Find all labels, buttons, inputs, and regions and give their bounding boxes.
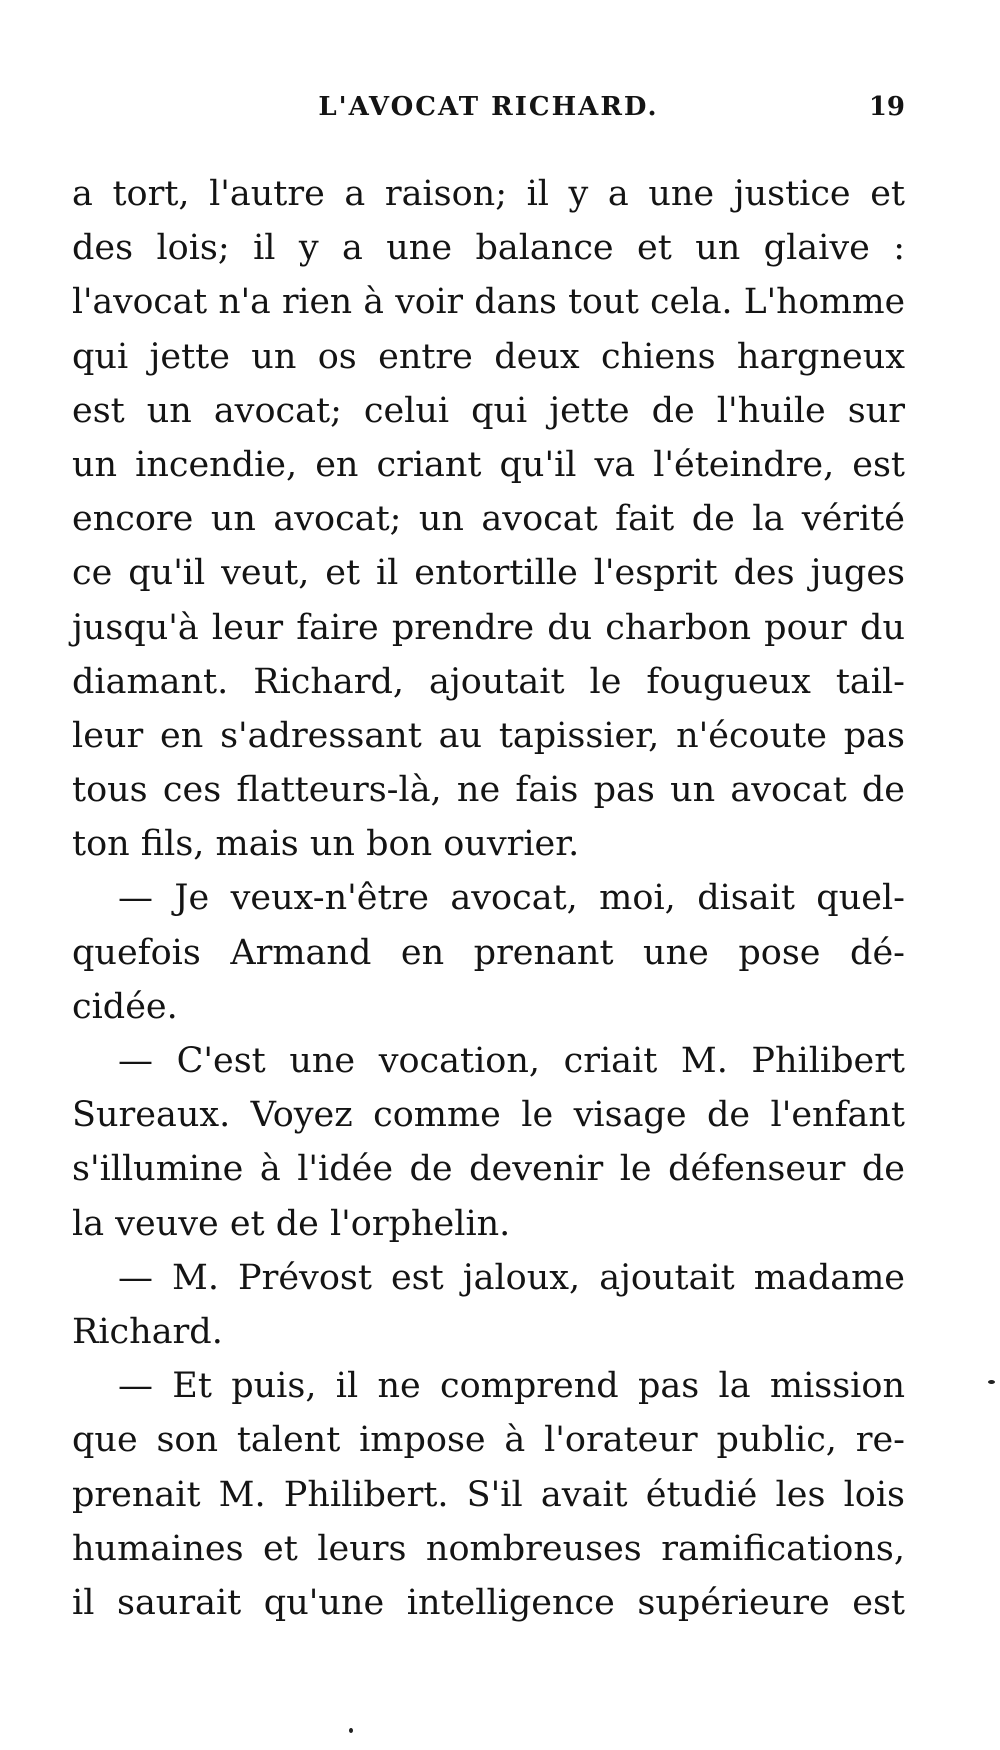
text-line: ton fils, mais un bon ouvrier. (72, 824, 580, 865)
page-number: 19 (868, 92, 905, 122)
text-line: prenait M. Philibert. S'il avait étudié les lois (72, 1474, 905, 1515)
text-line: Sureaux. Voyez comme le visage de l'enfant (72, 1095, 905, 1136)
text-line: quefois Armand en prenant une pose dé- (72, 932, 905, 973)
text-line: encore un avocat; un avocat fait de la vérité (72, 499, 905, 540)
text-line: est un avocat; celui qui jette de l'huile sur (72, 390, 905, 431)
body-text (72, 167, 905, 1630)
text-line: a tort, l'autre a raison; il y a une justice et (72, 174, 905, 214)
running-title: L'AVOCAT RICHARD. (318, 92, 659, 122)
text-line: leur en s'adressant au tapissier, n'écoute pas (72, 715, 905, 756)
text-line: l'avocat n'a rien à voir dans tout cela. L'homme (72, 282, 905, 323)
text-line: un incendie, en criant qu'il va l'éteindre, est (72, 444, 905, 485)
text-line: ce qu'il veut, et il entortille l'esprit des juges (72, 553, 905, 594)
text-line: des lois; il y a une balance et un glaive : (72, 228, 905, 269)
running-head (72, 92, 905, 128)
text-line: qui jette un os entre deux chiens hargneux (72, 336, 905, 377)
text-line: humaines et leurs nombreuses ramifications, (72, 1528, 905, 1569)
text-line: — C'est une vocation, criait M. Philibert (118, 1041, 905, 1081)
text-line: jusqu'à leur faire prendre du charbon pour du (72, 607, 905, 648)
text-line: — Je veux-n'être avocat, moi, disait quel- (118, 878, 905, 919)
text-line: — Et puis, il ne comprend pas la mission (118, 1366, 905, 1407)
print-speck (349, 1728, 353, 1733)
text-line: il saurait qu'une intelligence supérieure est (72, 1582, 905, 1623)
text-line: tous ces flatteurs-là, ne fais pas un avocat de (72, 770, 905, 811)
text-line: Richard. (72, 1311, 223, 1352)
text-line: diamant. Richard, ajoutait le fougueux tail- (72, 661, 905, 702)
text-line: la veuve et de l'orphelin. (72, 1203, 511, 1244)
print-speck (988, 1380, 995, 1384)
text-line: s'illumine à l'idée de devenir le défenseur de (72, 1149, 905, 1190)
text-line: — M. Prévost est jaloux, ajoutait madame (118, 1257, 905, 1298)
text-line: cidée. (72, 986, 178, 1027)
text-line: que son talent impose à l'orateur public, re- (72, 1420, 905, 1461)
